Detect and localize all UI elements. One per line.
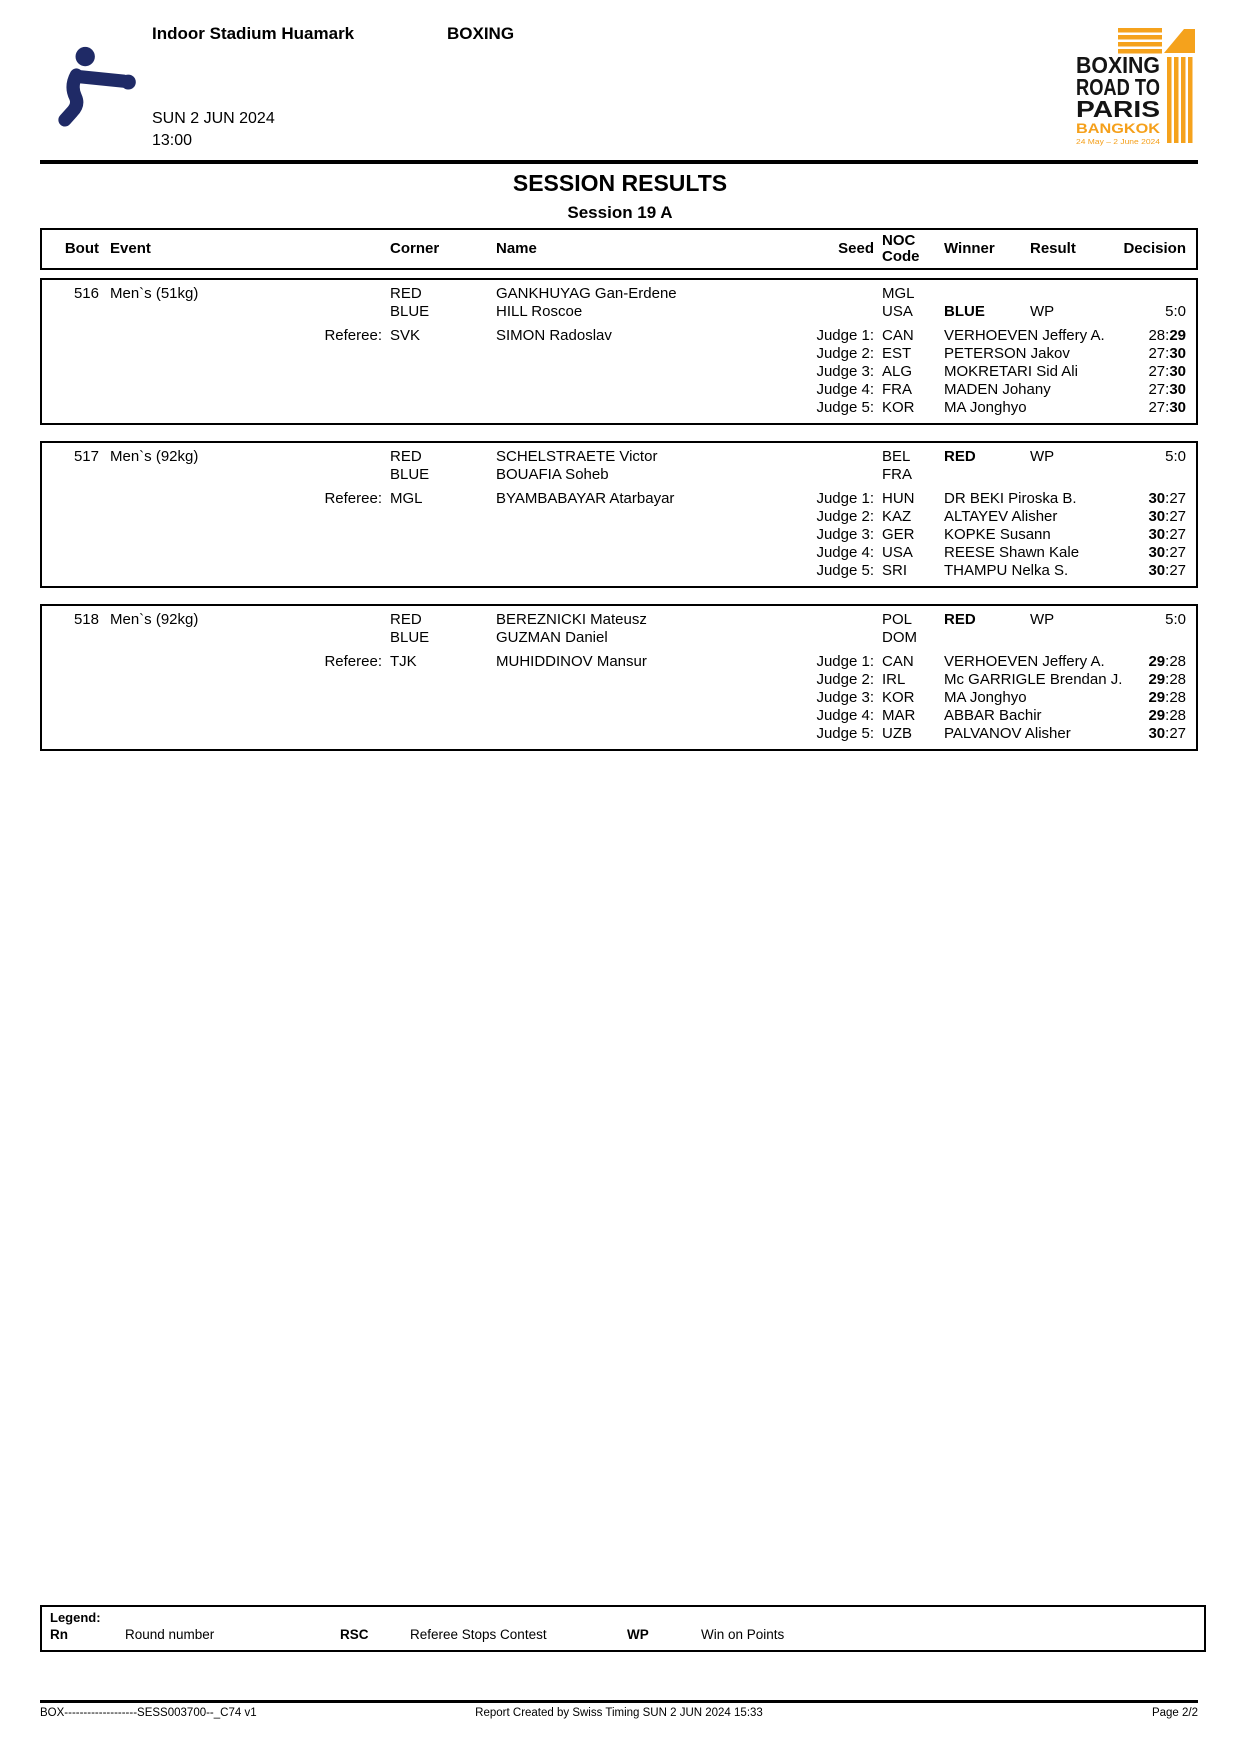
red-score: 27 bbox=[1148, 345, 1166, 362]
judge-name: VERHOEVEN Jeffery A. bbox=[944, 653, 1105, 670]
judge-name: MA Jonghyo bbox=[944, 399, 1027, 416]
judge-score bbox=[1116, 562, 1196, 580]
judge-score bbox=[1116, 399, 1196, 417]
judge-name: REESE Shawn Kale bbox=[944, 544, 1080, 561]
logo-dates: 24 May – 2 June 2024 bbox=[1076, 137, 1160, 146]
judge-row bbox=[42, 544, 1196, 562]
judge-row bbox=[42, 490, 1196, 508]
judge-row bbox=[42, 381, 1196, 399]
judge-noc: ALG bbox=[882, 363, 913, 380]
decision-value: 5:0 bbox=[1165, 303, 1186, 320]
blue-score: 28 bbox=[1169, 707, 1186, 724]
corner-red-label: RED bbox=[390, 448, 422, 465]
judge-score bbox=[1116, 526, 1196, 544]
session-date: SUN 2 JUN 2024 bbox=[152, 110, 275, 127]
score-colon: : bbox=[1165, 508, 1170, 525]
judge-row bbox=[42, 562, 1196, 580]
judge-noc: GER bbox=[882, 526, 915, 543]
boxing-pictogram-icon bbox=[50, 46, 138, 139]
decision-value: 5:0 bbox=[1165, 611, 1186, 628]
red-noc: BEL bbox=[882, 448, 911, 465]
judge-label: Judge 2: bbox=[816, 345, 874, 362]
judge-score bbox=[1116, 689, 1196, 707]
judge-label: Judge 2: bbox=[816, 671, 874, 688]
judge-score bbox=[1116, 490, 1196, 508]
blue-boxer-name: HILL Roscoe bbox=[496, 303, 583, 320]
red-score: 30 bbox=[1148, 490, 1166, 507]
col-winner: Winner bbox=[944, 240, 995, 257]
judge-row bbox=[42, 399, 1196, 417]
blue-corner-row bbox=[42, 303, 1196, 321]
decision-value: 5:0 bbox=[1165, 448, 1186, 465]
col-result: Result bbox=[1030, 240, 1076, 257]
judge-noc: KOR bbox=[882, 399, 915, 416]
col-decision: Decision bbox=[1123, 240, 1186, 257]
judge-score bbox=[1116, 327, 1196, 345]
red-boxer-name: BEREZNICKI Mateusz bbox=[496, 611, 647, 628]
judge-label: Judge 5: bbox=[816, 725, 874, 742]
judge-label: Judge 5: bbox=[816, 562, 874, 579]
judge-name: DR BEKI Piroska B. bbox=[944, 490, 1077, 507]
logo-city: BANGKOK bbox=[1076, 121, 1161, 136]
blue-noc: DOM bbox=[882, 629, 917, 646]
score-colon: : bbox=[1165, 345, 1170, 362]
legend-text-rsc: Referee Stops Contest bbox=[410, 1627, 547, 1642]
legend-text-rn: Round number bbox=[125, 1627, 215, 1642]
corner-red-label: RED bbox=[390, 285, 422, 302]
judge-name: ABBAR Bachir bbox=[944, 707, 1042, 724]
result-value: WP bbox=[1030, 611, 1055, 628]
red-score: 30 bbox=[1148, 508, 1166, 525]
bouts-container bbox=[40, 278, 1198, 751]
bout-number: 517 bbox=[73, 448, 99, 465]
footer-report-code: BOX-------------------SESS003700--_C74 v1 bbox=[40, 1707, 257, 1719]
score-colon: : bbox=[1165, 689, 1170, 706]
judge-noc: IRL bbox=[882, 671, 906, 688]
score-colon: : bbox=[1165, 381, 1170, 398]
judge-label: Judge 1: bbox=[816, 653, 874, 670]
blue-boxer-name: BOUAFIA Soheb bbox=[496, 466, 609, 483]
red-score: 29 bbox=[1148, 689, 1166, 706]
blue-score: 27 bbox=[1169, 490, 1186, 507]
judge-name: MADEN Johany bbox=[944, 381, 1051, 398]
blue-score: 28 bbox=[1169, 671, 1186, 688]
red-noc: MGL bbox=[882, 285, 915, 302]
legend-abbr-wp: WP bbox=[627, 1627, 649, 1642]
referee-noc: MGL bbox=[390, 490, 423, 507]
judge-row bbox=[42, 671, 1196, 689]
blue-score: 30 bbox=[1169, 399, 1186, 416]
col-event: Event bbox=[110, 240, 151, 257]
bout-number: 516 bbox=[73, 285, 99, 302]
red-noc: POL bbox=[882, 611, 913, 628]
judge-name: ALTAYEV Alisher bbox=[944, 508, 1058, 525]
judge-name: MA Jonghyo bbox=[944, 689, 1027, 706]
red-score: 30 bbox=[1148, 526, 1166, 543]
judge-noc: SRI bbox=[882, 562, 908, 579]
blue-score: 28 bbox=[1169, 653, 1186, 670]
judge-score bbox=[1116, 653, 1196, 671]
judge-noc: FRA bbox=[882, 381, 912, 398]
judge-row bbox=[42, 327, 1196, 345]
referee-name: SIMON Radoslav bbox=[496, 327, 612, 344]
judge-row bbox=[42, 707, 1196, 725]
judge-name: THAMPU Nelka S. bbox=[944, 562, 1069, 579]
blue-score: 30 bbox=[1169, 381, 1186, 398]
blue-corner-row bbox=[42, 466, 1196, 484]
judge-label: Judge 3: bbox=[816, 526, 874, 543]
page-title: SESSION RESULTS bbox=[512, 170, 728, 196]
red-boxer-name: GANKHUYAG Gan-Erdene bbox=[496, 285, 677, 302]
bout-block-517 bbox=[40, 441, 1198, 588]
judge-label: Judge 2: bbox=[816, 508, 874, 525]
judge-label: Judge 5: bbox=[816, 399, 874, 416]
judge-row bbox=[42, 363, 1196, 381]
col-noc-line1: NOC bbox=[882, 232, 916, 249]
referee-label: Referee: bbox=[324, 653, 382, 670]
judge-name: VERHOEVEN Jeffery A. bbox=[944, 327, 1105, 344]
judge-label: Judge 4: bbox=[816, 544, 874, 561]
corner-red-label: RED bbox=[390, 611, 422, 628]
red-score: 27 bbox=[1148, 399, 1166, 416]
winner-label: BLUE bbox=[944, 303, 985, 320]
top-rule bbox=[40, 160, 1198, 164]
sport-name: BOXING bbox=[447, 24, 515, 43]
blue-score: 29 bbox=[1169, 327, 1186, 344]
score-colon: : bbox=[1165, 327, 1170, 344]
page-footer bbox=[40, 1700, 1198, 1719]
logo-line3: PARIS bbox=[1076, 96, 1160, 122]
judge-label: Judge 1: bbox=[816, 327, 874, 344]
event-name: Men`s (92kg) bbox=[110, 611, 199, 628]
legend-row bbox=[50, 1626, 1204, 1644]
judge-noc: HUN bbox=[882, 490, 915, 507]
winner-label: RED bbox=[944, 448, 976, 465]
event-name: Men`s (92kg) bbox=[110, 448, 199, 465]
corner-blue-label: BLUE bbox=[390, 303, 430, 320]
judge-score bbox=[1116, 381, 1196, 399]
col-name: Name bbox=[496, 240, 537, 257]
judge-row bbox=[42, 725, 1196, 743]
bout-block-518 bbox=[40, 604, 1198, 751]
judge-name: PETERSON Jakov bbox=[944, 345, 1070, 362]
bout-block-516 bbox=[40, 278, 1198, 425]
red-boxer-name: SCHELSTRAETE Victor bbox=[496, 448, 658, 465]
blue-score: 28 bbox=[1169, 689, 1186, 706]
judge-score bbox=[1116, 345, 1196, 363]
session-time: 13:00 bbox=[152, 132, 193, 149]
judge-score bbox=[1116, 508, 1196, 526]
legend-abbr-rn: Rn bbox=[50, 1627, 68, 1642]
result-value: WP bbox=[1030, 448, 1055, 465]
red-score: 29 bbox=[1148, 653, 1166, 670]
score-colon: : bbox=[1165, 363, 1170, 380]
judge-noc: KAZ bbox=[882, 508, 912, 525]
bout-number: 518 bbox=[73, 611, 99, 628]
red-corner-row bbox=[42, 448, 1196, 466]
score-colon: : bbox=[1165, 399, 1170, 416]
judge-label: Judge 1: bbox=[816, 490, 874, 507]
judge-row bbox=[42, 508, 1196, 526]
session-subtitle: Session 19 A bbox=[567, 203, 673, 222]
blue-noc: FRA bbox=[882, 466, 912, 483]
judge-noc: MAR bbox=[882, 707, 916, 724]
referee-label: Referee: bbox=[324, 490, 382, 507]
blue-noc: USA bbox=[882, 303, 913, 320]
session-datetime bbox=[152, 108, 275, 152]
judge-score bbox=[1116, 707, 1196, 725]
judge-noc: CAN bbox=[882, 327, 914, 344]
judge-score bbox=[1116, 671, 1196, 689]
referee-label: Referee: bbox=[324, 327, 382, 344]
blue-score: 27 bbox=[1169, 508, 1186, 525]
table-header-row bbox=[42, 232, 1196, 266]
corner-blue-label: BLUE bbox=[390, 629, 430, 646]
score-colon: : bbox=[1165, 544, 1170, 561]
blue-corner-row bbox=[42, 629, 1196, 647]
judge-row bbox=[42, 345, 1196, 363]
col-noc-code bbox=[882, 233, 944, 265]
judge-noc: KOR bbox=[882, 689, 915, 706]
col-bout: Bout bbox=[64, 240, 99, 257]
judge-label: Judge 4: bbox=[816, 381, 874, 398]
blue-score: 27 bbox=[1169, 526, 1186, 543]
winner-label: RED bbox=[944, 611, 976, 628]
red-score: 30 bbox=[1148, 725, 1166, 742]
referee-noc: SVK bbox=[390, 327, 421, 344]
red-score: 28 bbox=[1148, 327, 1166, 344]
judge-score bbox=[1116, 544, 1196, 562]
score-colon: : bbox=[1165, 490, 1170, 507]
red-score: 29 bbox=[1148, 671, 1166, 688]
referee-noc: TJK bbox=[390, 653, 417, 670]
judge-name: PALVANOV Alisher bbox=[944, 725, 1071, 742]
venue-name: Indoor Stadium Huamark bbox=[152, 24, 355, 43]
judge-label: Judge 3: bbox=[816, 363, 874, 380]
blue-boxer-name: GUZMAN Daniel bbox=[496, 629, 608, 646]
score-colon: : bbox=[1165, 562, 1170, 579]
col-seed: Seed bbox=[838, 240, 874, 257]
referee-name: MUHIDDINOV Mansur bbox=[496, 653, 647, 670]
legend-text-wp: Win on Points bbox=[701, 1627, 785, 1642]
blue-score: 30 bbox=[1169, 345, 1186, 362]
red-corner-row bbox=[42, 611, 1196, 629]
score-colon: : bbox=[1165, 671, 1170, 688]
legend-abbr-rsc: RSC bbox=[340, 1627, 369, 1642]
session-results-table bbox=[40, 228, 1198, 767]
judge-score bbox=[1116, 725, 1196, 743]
judge-name: MOKRETARI Sid Ali bbox=[944, 363, 1078, 380]
table-header bbox=[40, 228, 1198, 270]
red-corner-row bbox=[42, 285, 1196, 303]
judge-label: Judge 3: bbox=[816, 689, 874, 706]
logo-line1: BOXING bbox=[1076, 52, 1160, 78]
blue-score: 27 bbox=[1169, 725, 1186, 742]
judge-row bbox=[42, 526, 1196, 544]
red-score: 30 bbox=[1148, 544, 1166, 561]
judge-noc: CAN bbox=[882, 653, 914, 670]
red-score: 30 bbox=[1148, 562, 1166, 579]
score-colon: : bbox=[1165, 653, 1170, 670]
blue-score: 27 bbox=[1169, 562, 1186, 579]
judge-row bbox=[42, 653, 1196, 671]
event-logo bbox=[1034, 22, 1198, 159]
col-noc-line2: Code bbox=[882, 248, 920, 265]
judge-label: Judge 4: bbox=[816, 707, 874, 724]
blue-score: 30 bbox=[1169, 363, 1186, 380]
red-score: 27 bbox=[1148, 381, 1166, 398]
judge-score bbox=[1116, 363, 1196, 381]
judge-noc: USA bbox=[882, 544, 913, 561]
judge-name: KOPKE Susann bbox=[944, 526, 1051, 543]
judge-row bbox=[42, 689, 1196, 707]
red-score: 27 bbox=[1148, 363, 1166, 380]
legend-title: Legend: bbox=[50, 1610, 101, 1625]
footer-page-number: Page 2/2 bbox=[1151, 1707, 1198, 1719]
score-colon: : bbox=[1165, 725, 1170, 742]
judge-noc: UZB bbox=[882, 725, 912, 742]
col-corner: Corner bbox=[390, 240, 440, 257]
judge-name: Mc GARRIGLE Brendan J. bbox=[944, 671, 1123, 688]
corner-blue-label: BLUE bbox=[390, 466, 430, 483]
judge-noc: EST bbox=[882, 345, 912, 362]
event-name: Men`s (51kg) bbox=[110, 285, 199, 302]
blue-score: 27 bbox=[1169, 544, 1186, 561]
footer-created-by: Report Created by Swiss Timing SUN 2 JUN 2024 15:33 bbox=[475, 1707, 763, 1719]
legend-box bbox=[40, 1605, 1206, 1652]
referee-name: BYAMBABAYAR Atarbayar bbox=[496, 490, 675, 507]
score-colon: : bbox=[1165, 707, 1170, 724]
score-colon: : bbox=[1165, 526, 1170, 543]
red-score: 29 bbox=[1148, 707, 1166, 724]
logo-line2: ROAD TO bbox=[1076, 74, 1160, 100]
result-value: WP bbox=[1030, 303, 1055, 320]
